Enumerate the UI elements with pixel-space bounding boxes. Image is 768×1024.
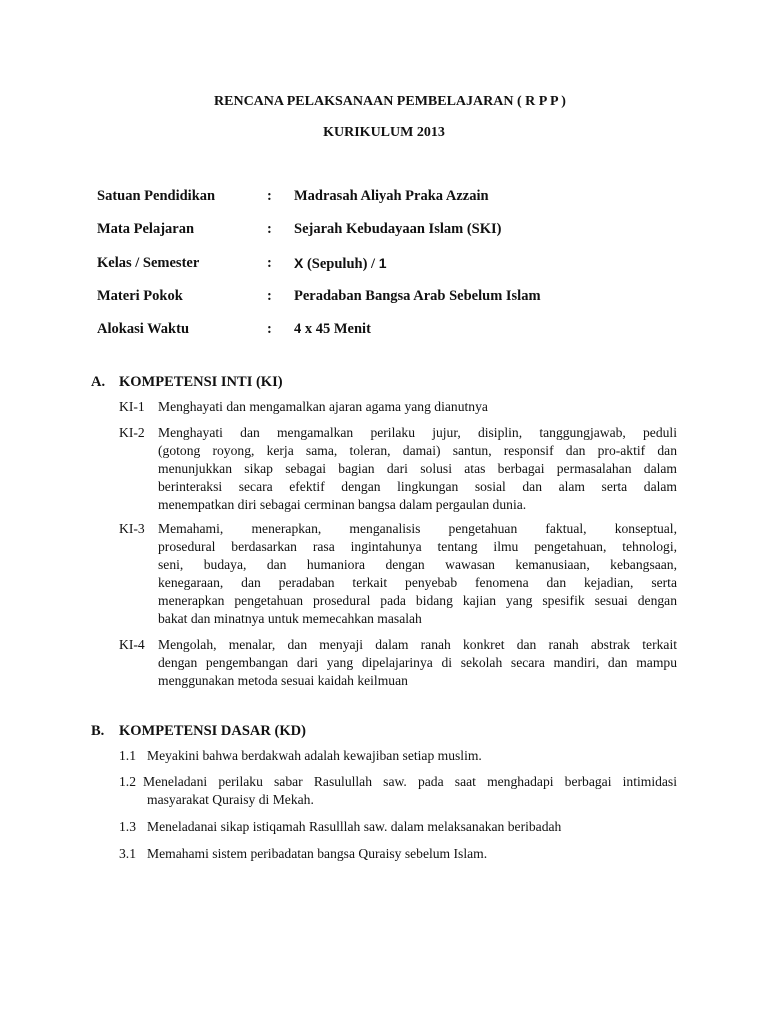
ki-line: prosedural berdasarkan rasa ingintahunya tentang ilmu pengetahuan, tehnologi, bbox=[158, 539, 677, 554]
identity-value: Sejarah Kebudayaan Islam (SKI) bbox=[294, 221, 502, 237]
kd-line: masyarakat Quraisy di Mekah. bbox=[147, 792, 314, 807]
ki-line: bakat dan minatnya untuk memecahkan masalah bbox=[158, 611, 422, 626]
identity-colon: : bbox=[267, 255, 272, 271]
identity-value-kelas-text: (Sepuluh) / bbox=[303, 256, 379, 272]
identity-value-semester: 1 bbox=[378, 255, 387, 271]
identity-colon: : bbox=[267, 321, 272, 337]
ki-line: menempatkan diri sebagai cerminan bangsa dalam pergaulan dunia. bbox=[158, 497, 527, 512]
identity-label: Kelas / Semester bbox=[97, 255, 200, 271]
ki-label: KI-4 bbox=[119, 637, 145, 652]
identity-value: 4 x 45 Menit bbox=[294, 321, 371, 337]
ki-line: Menghayati dan mengamalkan perilaku jujur, disiplin, tanggungjawab, peduli bbox=[158, 425, 677, 440]
ki-text bbox=[158, 398, 677, 416]
ki-line: Mengolah, menalar, dan menyaji dalam ranah konkret dan ranah abstrak terkait bbox=[158, 637, 677, 652]
identity-colon: : bbox=[267, 288, 272, 304]
ki-line: menerapkan pengetahuan prosedural pada bidang kajian yang spesifik sesuai dengan bbox=[158, 593, 677, 608]
identity-row-mata-pelajaran bbox=[97, 221, 697, 239]
ki-line: Menghayati dan mengamalkan ajaran agama yang dianutnya bbox=[158, 399, 488, 414]
identity-value-kelas: X bbox=[294, 255, 304, 271]
identity-row-alokasi-waktu bbox=[97, 321, 697, 339]
identity-row-satuan-pendidikan bbox=[97, 188, 697, 206]
ki-line: (gotong royong, kerja sama, toleran, damai) santun, responsif dan pro-aktif dan bbox=[158, 443, 677, 458]
kd-line: Meneladani perilaku sabar Rasulullah saw. pada saat menghadapi berbagai intimidasi bbox=[143, 774, 677, 789]
identity-colon: : bbox=[267, 188, 272, 204]
kd-line: Memahami sistem peribadatan bangsa Quraisy sebelum Islam. bbox=[147, 846, 488, 861]
ki-line: dengan pengembangan dari yang dipelajarinya di sekolah secara mandiri, dan mampu bbox=[158, 655, 677, 670]
identity-row-kelas-semester bbox=[97, 255, 697, 273]
ki-line: seni, budaya, dan humaniora dengan wawasan kemanusiaan, kebangsaan, bbox=[158, 557, 677, 572]
kd-line: Meneladanai sikap istiqamah Rasulllah saw. dalam melaksanakan beribadah bbox=[147, 819, 562, 834]
ki-line: kenegaraan, dan peradaban terkait penyebab fenomena dan kejadian, serta bbox=[158, 575, 677, 590]
kd-text bbox=[147, 845, 677, 863]
identity-colon: : bbox=[267, 221, 272, 237]
kd-number: 1.1 bbox=[119, 748, 136, 763]
identity-value bbox=[294, 255, 387, 273]
kd-number: 1.2 bbox=[119, 774, 136, 789]
ki-label: KI-1 bbox=[119, 399, 145, 414]
ki-label: KI-2 bbox=[119, 425, 145, 440]
section-title: KOMPETENSI INTI (KI) bbox=[119, 374, 283, 390]
document-title: RENCANA PELAKSANAAN PEMBELAJARAN ( R P P ) bbox=[214, 94, 566, 109]
identity-value: Madrasah Aliyah Praka Azzain bbox=[294, 188, 489, 204]
identity-value: Peradaban Bangsa Arab Sebelum Islam bbox=[294, 288, 541, 304]
ki-text bbox=[158, 636, 677, 690]
ki-line: menggunakan metoda sesuai kaidah keilmuan bbox=[158, 673, 408, 688]
identity-row-materi-pokok bbox=[97, 288, 697, 306]
ki-line: berinteraksi secara efektif dengan lingkungan sosial dan alam serta dalam bbox=[158, 479, 677, 494]
ki-text bbox=[158, 520, 677, 628]
ki-text bbox=[158, 424, 677, 514]
identity-label: Mata Pelajaran bbox=[97, 221, 195, 237]
kd-text bbox=[147, 747, 677, 765]
section-title: KOMPETENSI DASAR (KD) bbox=[119, 723, 306, 739]
kd-number: 3.1 bbox=[119, 846, 136, 861]
section-letter: B. bbox=[91, 723, 105, 739]
ki-line: menunjukkan sikap sebagai bagian dari solusi atas berbagai permasalahan dalam bbox=[158, 461, 677, 476]
section-letter: A. bbox=[91, 374, 106, 390]
kd-text bbox=[147, 818, 677, 836]
identity-label: Materi Pokok bbox=[97, 288, 183, 304]
document-subtitle: KURIKULUM 2013 bbox=[323, 125, 445, 140]
kd-line: Meyakini bahwa berdakwah adalah kewajiban setiap muslim. bbox=[147, 748, 482, 763]
kd-text bbox=[143, 773, 677, 809]
identity-label: Alokasi Waktu bbox=[97, 321, 190, 337]
identity-label: Satuan Pendidikan bbox=[97, 188, 216, 204]
ki-line: Memahami, menerapkan, menganalisis pengetahuan faktual, konseptual, bbox=[158, 521, 677, 536]
ki-label: KI-3 bbox=[119, 521, 145, 536]
kd-number: 1.3 bbox=[119, 819, 136, 834]
